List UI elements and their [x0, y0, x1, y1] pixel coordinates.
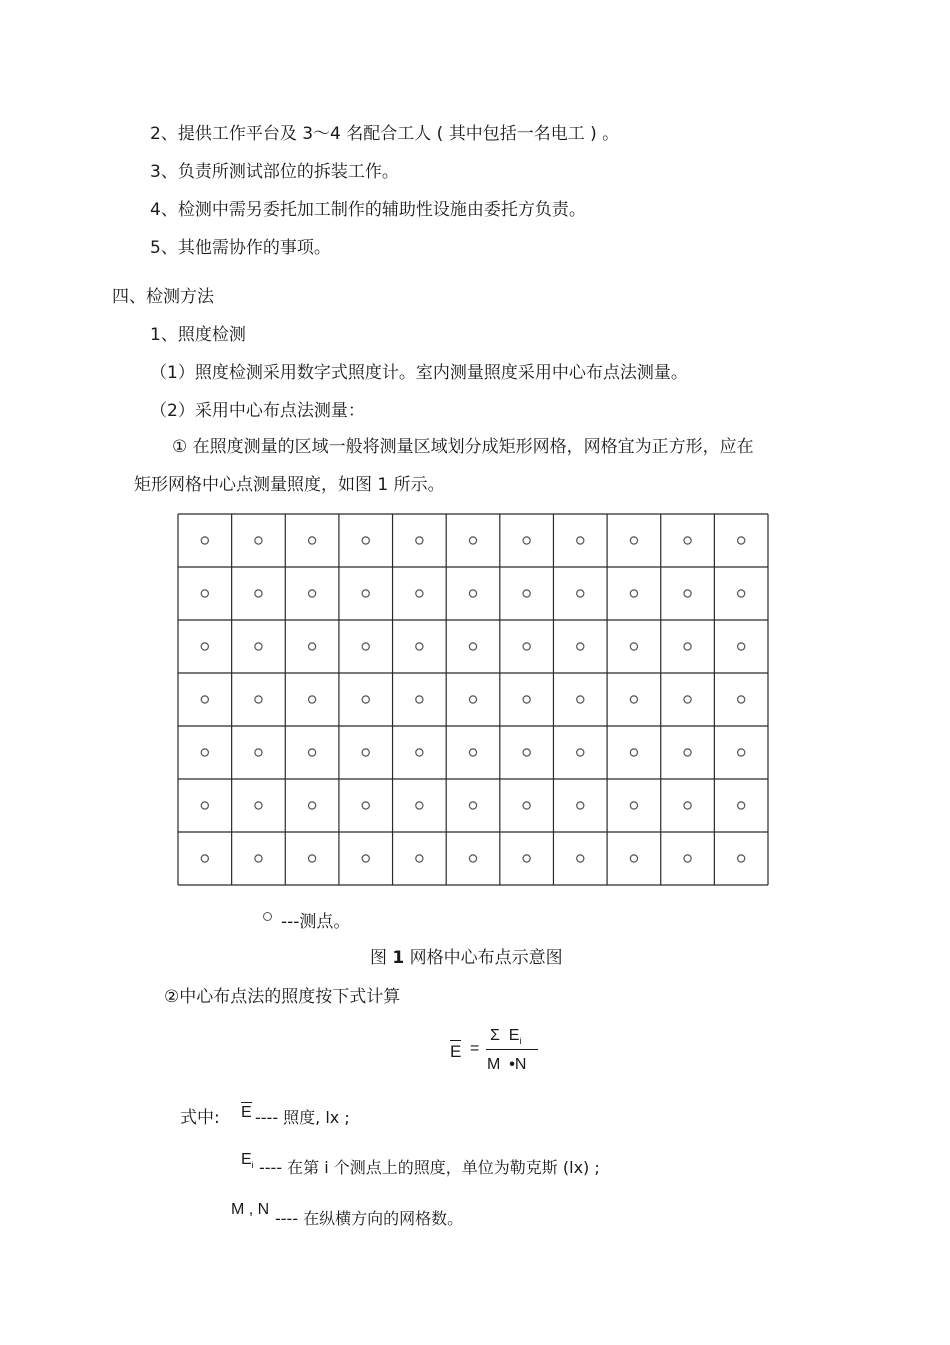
measure-point-icon	[630, 590, 637, 597]
measure-point-icon	[684, 643, 691, 650]
measure-point-icon	[201, 643, 208, 650]
measure-point-icon	[577, 749, 584, 756]
measure-point-icon	[308, 590, 315, 597]
list-item-4: 4、检测中需另委托加工制作的辅助性设施由委托方负责。	[150, 200, 586, 220]
measure-point-icon	[630, 643, 637, 650]
measure-point-icon	[469, 537, 476, 544]
figure-legend: ---测点。	[281, 912, 351, 932]
denominator-n: N	[514, 1056, 527, 1073]
sigma-symbol: Σ	[490, 1027, 500, 1044]
paragraph-3-line-1: ① 在照度测量的区域一般将测量区域划分成矩形网格，网格宜为正方形，应在	[172, 437, 754, 457]
measure-point-icon	[738, 590, 745, 597]
measure-point-icon	[577, 802, 584, 809]
formula-ebar: E	[450, 1042, 462, 1061]
def-ei-symbol	[241, 1151, 254, 1169]
grid-svg	[177, 513, 769, 886]
def-mn-symbol: M , N	[231, 1201, 270, 1218]
measure-point-icon	[469, 590, 476, 597]
denominator-m: M	[487, 1056, 501, 1073]
measure-point-icon	[362, 643, 369, 650]
measure-point-icon	[523, 749, 530, 756]
measure-point-icon	[577, 537, 584, 544]
measure-point-icon	[738, 643, 745, 650]
measure-point-icon	[577, 643, 584, 650]
list-item-5: 5、其他需协作的事项。	[150, 238, 331, 258]
measure-point-icon	[308, 537, 315, 544]
measure-point-icon	[630, 802, 637, 809]
measure-point-icon	[577, 855, 584, 862]
measure-point-icon	[308, 696, 315, 703]
measure-point-icon	[469, 749, 476, 756]
measure-point-icon	[362, 749, 369, 756]
measure-point-icon	[523, 590, 530, 597]
measure-point-icon	[255, 537, 262, 544]
measure-point-icon	[255, 590, 262, 597]
formula-intro: ②中心布点法的照度按下式计算	[164, 987, 401, 1007]
paragraph-1: （1）照度检测采用数字式照度计。室内测量照度采用中心布点法测量。	[150, 363, 688, 383]
def-ebar-desc: ---- 照度, lx ;	[255, 1108, 350, 1127]
measure-point-icon	[577, 590, 584, 597]
measure-point-icon	[523, 696, 530, 703]
list-item-3: 3、负责所测试部位的拆装工作。	[150, 162, 399, 182]
measure-point-icon	[201, 855, 208, 862]
measure-point-icon	[201, 590, 208, 597]
def-ei-e: E	[241, 1151, 252, 1168]
paragraph-2: （2）采用中心布点法测量：	[150, 401, 365, 421]
measure-point-icon	[684, 802, 691, 809]
grid-figure	[177, 513, 769, 886]
measure-point-icon	[577, 696, 584, 703]
measure-point-icon	[469, 855, 476, 862]
formula-lhs	[450, 1042, 461, 1062]
measure-point-icon	[201, 749, 208, 756]
numerator-e: E	[508, 1027, 520, 1044]
section-heading: 四、检测方法	[112, 287, 214, 307]
measure-point-icon	[416, 590, 423, 597]
def-ei-desc: ---- 在第 i 个测点上的照度，单位为勒克斯 (lx) ;	[259, 1158, 600, 1177]
paragraph-3-line-2: 矩形网格中心点测量照度，如图 1 所示。	[134, 475, 445, 495]
measure-point-icon	[416, 696, 423, 703]
measure-point-icon	[416, 643, 423, 650]
measure-point-icon	[263, 912, 272, 921]
measure-point-icon	[523, 855, 530, 862]
measure-point-icon	[469, 696, 476, 703]
def-ebar: E	[241, 1104, 252, 1121]
formula-numerator	[490, 1027, 521, 1045]
measure-point-icon	[630, 696, 637, 703]
measure-point-icon	[308, 802, 315, 809]
measure-point-icon	[523, 802, 530, 809]
def-ebar-symbol	[241, 1104, 252, 1122]
measure-point-icon	[362, 802, 369, 809]
measure-point-icon	[416, 855, 423, 862]
measure-point-icon	[255, 855, 262, 862]
measure-point-icon	[684, 590, 691, 597]
measure-point-icon	[308, 749, 315, 756]
subsection-heading: 1、照度检测	[150, 325, 246, 345]
definitions-label: 式中:	[180, 1108, 220, 1128]
caption-number: 1	[392, 948, 405, 968]
figure-caption	[370, 947, 563, 969]
measure-point-icon	[416, 537, 423, 544]
list-item-2: 2、提供工作平台及 3～4 名配合工人 ( 其中包括一名电工 ) 。	[150, 124, 620, 144]
measure-point-icon	[416, 749, 423, 756]
measure-point-icon	[255, 643, 262, 650]
measure-point-icon	[255, 802, 262, 809]
measure-point-icon	[738, 855, 745, 862]
formula-denominator	[487, 1056, 526, 1074]
measure-point-icon	[523, 537, 530, 544]
measure-point-icon	[738, 749, 745, 756]
denominator-dot: •	[509, 1056, 515, 1073]
numerator-sub: i	[519, 1036, 522, 1046]
measure-point-icon	[255, 749, 262, 756]
measure-point-icon	[201, 537, 208, 544]
measure-point-icon	[630, 749, 637, 756]
measure-point-icon	[201, 696, 208, 703]
measure-point-icon	[201, 802, 208, 809]
measure-point-icon	[684, 537, 691, 544]
def-mn-desc: ---- 在纵横方向的网格数。	[275, 1209, 464, 1228]
measure-point-icon	[738, 537, 745, 544]
measure-point-icon	[469, 802, 476, 809]
measure-point-icon	[523, 643, 530, 650]
measure-point-icon	[738, 802, 745, 809]
caption-prefix: 图	[370, 948, 393, 968]
measure-point-icon	[308, 855, 315, 862]
measure-point-icon	[416, 802, 423, 809]
measure-point-icon	[362, 855, 369, 862]
measure-point-icon	[684, 855, 691, 862]
measure-point-icon	[308, 643, 315, 650]
caption-text: 网格中心布点示意图	[404, 948, 563, 968]
measure-point-icon	[362, 590, 369, 597]
measure-point-icon	[738, 696, 745, 703]
measure-point-icon	[362, 537, 369, 544]
measure-point-icon	[255, 696, 262, 703]
measure-point-icon	[630, 855, 637, 862]
measure-point-icon	[469, 643, 476, 650]
measure-point-icon	[684, 696, 691, 703]
measure-point-icon	[684, 749, 691, 756]
formula-equals: =	[470, 1040, 480, 1057]
def-ei-sub: i	[251, 1160, 254, 1170]
measure-point-icon	[630, 537, 637, 544]
fraction-line	[486, 1049, 538, 1050]
measure-point-icon	[362, 696, 369, 703]
